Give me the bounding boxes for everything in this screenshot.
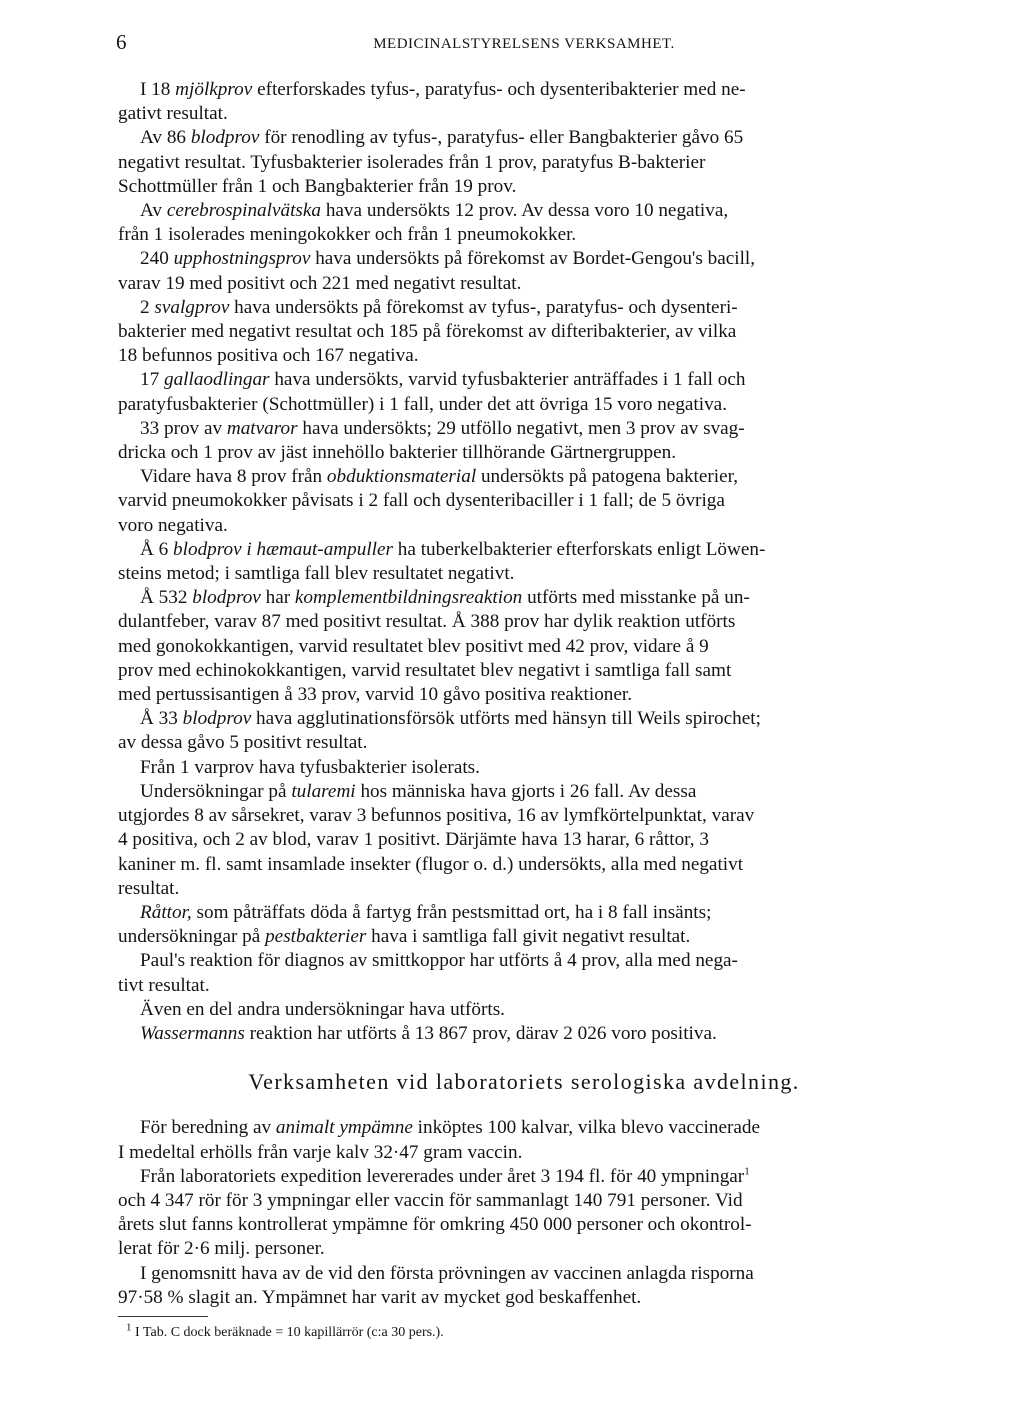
text-line: paratyfusbakterier (Schottmüller) i 1 fall, under det att övriga 15 voro negativa.: [118, 393, 727, 415]
text-line: gativt resultat.: [118, 103, 228, 125]
italic-term: obduktionsmaterial: [326, 466, 477, 488]
body-paragraph: [118, 901, 930, 949]
body-paragraph: [118, 949, 930, 997]
page-header: [118, 30, 930, 56]
text-line: 4 positiva, och 2 av blod, varav 1 positivt. Därjämte hava 13 harar, 6 råttor, 3: [118, 829, 709, 851]
text-line: 17 gallaodlingar hava undersökts, varvid tyfusbakterier anträffades i 1 fall och: [140, 369, 746, 391]
text-line: Å 33 blodprov hava agglutinationsförsök utförts med hänsyn till Weils spirochet;: [140, 708, 761, 730]
italic-term: upphostningsprov: [173, 248, 311, 270]
text-line: Av cerebrospinalvätska hava undersökts 12 prov. Av dessa voro 10 negativa,: [140, 200, 729, 222]
italic-term: Wassermanns: [140, 1022, 245, 1044]
body-paragraph: [118, 247, 930, 295]
italic-term: svalgprov: [154, 296, 230, 318]
italic-term: gallaodlingar: [163, 369, 270, 391]
section-paragraph-list: [118, 1116, 930, 1310]
footnote-reference: 1: [744, 1165, 750, 1178]
text-line: av dessa gåvo 5 positivt resultat.: [118, 732, 368, 754]
body-paragraph: [118, 707, 930, 755]
italic-term: blodprov i hæmaut-ampuller: [173, 538, 393, 560]
text-line: negativt resultat. Tyfusbakterier isolerades från 1 prov, paratyfus B-bakterier: [118, 151, 706, 173]
text-line: I medeltal erhölls från varje kalv 32·47 gram vaccin.: [118, 1141, 523, 1163]
text-line: resultat.: [118, 877, 180, 899]
text-line: från 1 isolerades meningokokker och från 1 pneumokokker.: [118, 224, 577, 246]
italic-term: mjölkprov: [175, 79, 253, 100]
text-line: voro negativa.: [118, 514, 228, 536]
text-line: tivt resultat.: [118, 974, 210, 996]
text-line: bakterier med negativt resultat och 185 på förekomst av difteribakterier, av vilka: [118, 321, 737, 343]
text-line: Av 86 blodprov för renodling av tyfus-, paratyfus- eller Bangbakterier gåvo 65: [140, 127, 744, 149]
text-line: 97·58 % slagit an. Ympämnet har varit av mycket god beskaffenhet.: [118, 1286, 642, 1308]
text-line: och 4 347 rör för 3 ympningar eller vaccin för sammanlagt 140 791 personer. Vid: [118, 1189, 743, 1211]
body-paragraph: [118, 756, 930, 780]
text-line: dricka och 1 prov av jäst innehöllo bakterier tillhörande Gärtnergruppen.: [118, 442, 677, 464]
document-page: [118, 30, 930, 1341]
text-line: Vidare hava 8 prov från obduktionsmaterial undersökts på patogena bakterier,: [140, 466, 739, 488]
text-line: kaniner m. fl. samt insamlade insekter (flugor o. d.) undersökts, alla med negativt: [118, 853, 744, 875]
text-line: För beredning av animalt ympämne inköptes 100 kalvar, vilka blevo vaccinerade: [140, 1117, 761, 1139]
text-line: undersökningar på pestbakterier hava i samtliga fall givit negativt resultat.: [118, 926, 691, 948]
text-line: utgjordes 8 av sårsekret, varav 3 befunnos positiva, 16 av lymfkörtelpunktat, varav: [118, 805, 755, 827]
body-paragraph: [118, 296, 930, 369]
text-line: Å 6 blodprov i hæmaut-ampuller ha tuberkelbakterier efterforskats enligt Löwen-: [140, 538, 766, 560]
text-line: med pertussisantigen å 33 prov, varvid 10 gåvo positiva reaktioner.: [118, 684, 633, 706]
italic-term: cerebrospinalvätska: [166, 200, 322, 222]
italic-term: komplementbildningsreaktion: [294, 587, 523, 609]
text-line: 33 prov av matvaror hava undersökts; 29 utföllo negativt, men 3 prov av svag-: [140, 417, 745, 439]
text-line: lerat för 2·6 milj. personer.: [118, 1238, 325, 1260]
body-paragraph: [118, 998, 930, 1022]
footnote-text: I Tab. C dock beräknade = 10 kapillärrör (c:a 30 pers.).: [135, 1324, 444, 1340]
body-paragraph: [118, 780, 930, 901]
footnote-rule: [118, 1316, 208, 1317]
text-line: Från laboratoriets expedition levererades under året 3 194 fl. för 40 ympningar$^1$: [140, 1165, 750, 1187]
section-paragraph: [118, 1262, 930, 1310]
body-paragraph: [118, 199, 930, 247]
text-line: Råttor, som påträffats döda å fartyg från pestsmittad ort, ha i 8 fall insänts;: [140, 901, 712, 923]
text-line: I genomsnitt hava av de vid den första prövningen av vaccinen anlagda risporna: [140, 1262, 754, 1284]
running-head: MEDICINALSTYRELSENS VERKSAMHET.: [373, 36, 675, 52]
section-paragraph: [118, 1165, 930, 1262]
text-line: Även en del andra undersökningar hava utförts.: [140, 998, 505, 1020]
section-paragraph: [118, 1116, 930, 1164]
body-paragraph: [118, 417, 930, 465]
text-line: steins metod; i samtliga fall blev resultatet negativt.: [118, 563, 515, 585]
italic-term: blodprov: [192, 587, 261, 609]
section-heading: Verksamheten vid laboratoriets serologiska avdelning.: [248, 1069, 800, 1095]
body-paragraph: [118, 538, 930, 586]
body-paragraph: [118, 78, 930, 126]
text-line: 2 svalgprov hava undersökts på förekomst av tyfus-, paratyfus- och dysenteri-: [140, 296, 738, 318]
text-line: årets slut fanns kontrollerat ympämne för omkring 450 000 personer och okontrol-: [118, 1214, 752, 1236]
italic-term: Råttor,: [140, 901, 192, 923]
footnote: [118, 1321, 930, 1341]
text-line: med gonokokkantigen, varvid resultatet blev positivt med 42 prov, vidare å 9: [118, 635, 709, 657]
paragraph-list: [118, 78, 930, 1046]
text-line: 240 upphostningsprov hava undersökts på förekomst av Bordet-Gengou's bacill,: [140, 248, 756, 270]
body-paragraph: [118, 465, 930, 538]
italic-term: blodprov: [182, 708, 252, 730]
body-paragraph: [118, 1022, 930, 1046]
body-paragraph: [118, 126, 930, 199]
text-line: Från 1 varprov hava tyfusbakterier isolerats.: [140, 756, 480, 778]
italic-term: blodprov: [190, 127, 260, 149]
body-paragraph: [118, 368, 930, 416]
text-line: I 18 mjölkprov efterforskades tyfus-, paratyfus- och dysenteribakterier med ne-: [140, 79, 746, 100]
text-line: Å 532 blodprov har komplementbildningsreaktion utförts med misstanke på un-: [140, 587, 750, 609]
text-line: dulantfeber, varav 87 med positivt resultat. Å 388 prov har dylik reaktion utförts: [118, 611, 736, 633]
italic-term: animalt ympämne: [275, 1117, 413, 1139]
italic-term: tularemi: [291, 780, 356, 802]
text-line: Wassermanns reaktion har utförts å 13 867 prov, därav 2 026 voro positiva.: [140, 1022, 717, 1044]
page-number: 6: [116, 30, 127, 54]
body-paragraph: [118, 586, 930, 707]
text-line: varvid pneumokokker påvisats i 2 fall och dysenteribaciller i 1 fall; de 5 övriga: [118, 490, 725, 512]
footnote-marker: 1: [126, 1321, 132, 1334]
text-line: Paul's reaktion för diagnos av smittkoppor har utförts å 4 prov, alla med nega-: [140, 950, 738, 972]
text-line: Undersökningar på tularemi hos människa hava gjorts i 26 fall. Av dessa: [140, 780, 697, 802]
italic-term: pestbakterier: [265, 926, 367, 948]
text-line: prov med echinokokkantigen, varvid resultatet blev negativt i samtliga fall samt: [118, 659, 732, 681]
text-line: varav 19 med positivt och 221 med negativt resultat.: [118, 272, 522, 294]
italic-term: matvaror: [226, 417, 298, 439]
body-text: [118, 78, 930, 1310]
text-line: 18 befunnos positiva och 167 negativa.: [118, 345, 419, 367]
text-line: Schottmüller från 1 och Bangbakterier från 19 prov.: [118, 175, 517, 197]
